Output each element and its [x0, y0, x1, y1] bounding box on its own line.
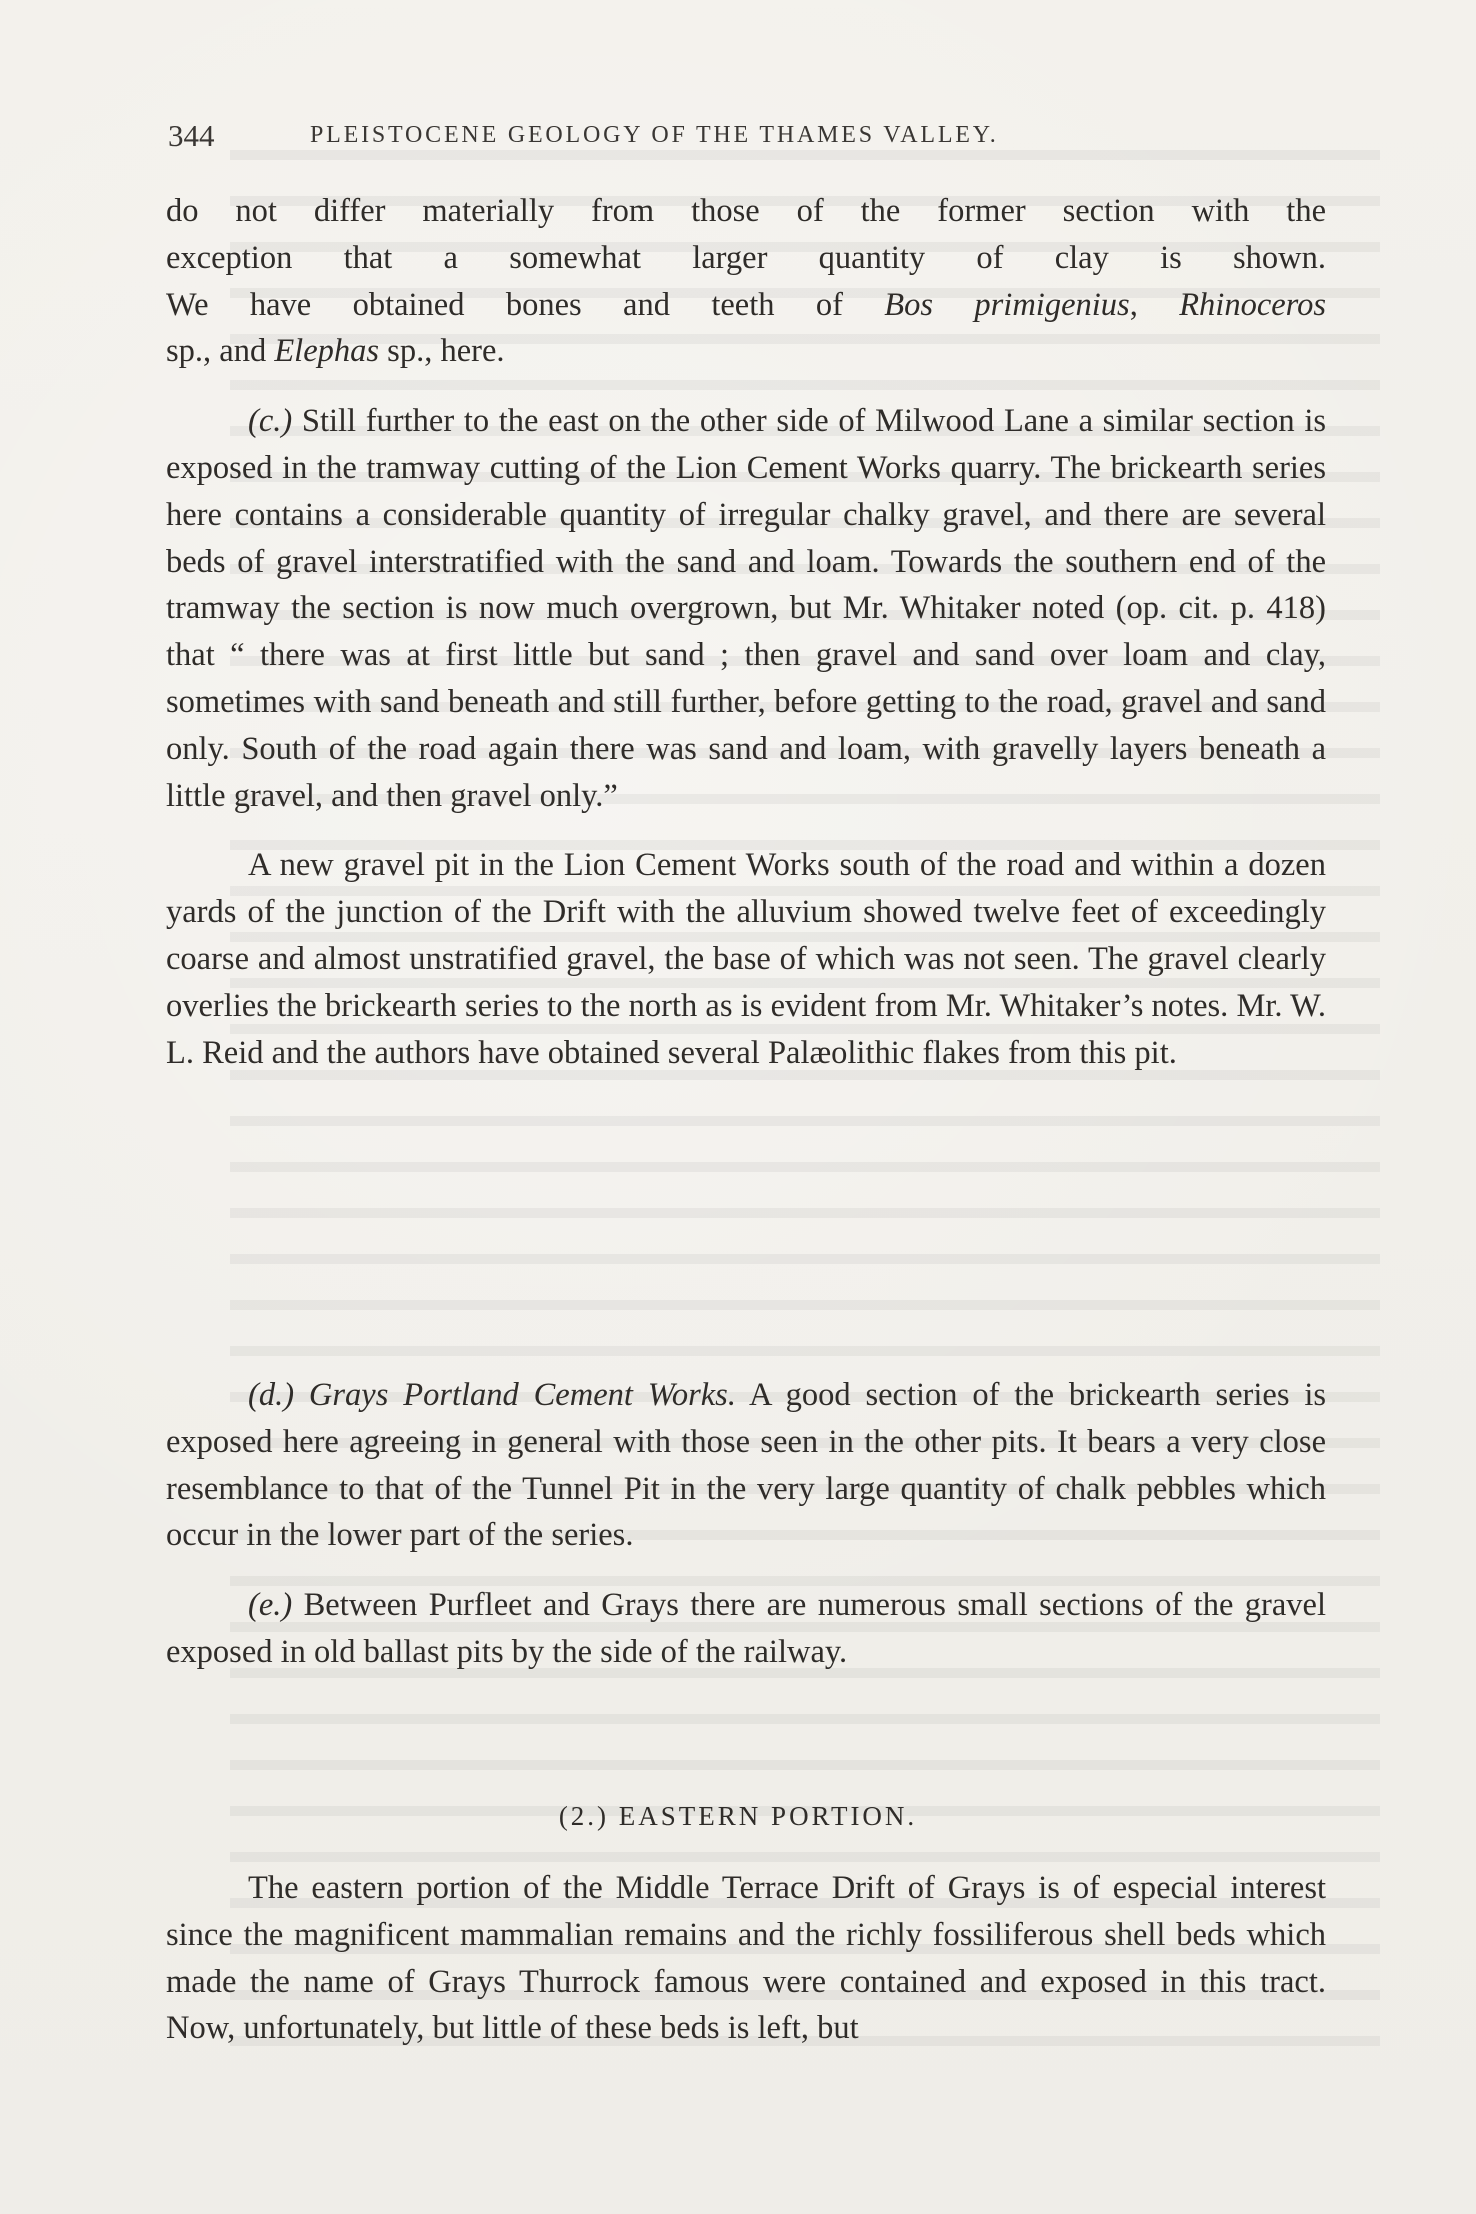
paragraph-d: [166, 1372, 1326, 1559]
section-number: (2.): [558, 1801, 610, 1831]
paragraph-1-line-4-suffix: sp., here.: [379, 333, 505, 370]
paragraph-d-text: A good section of the brickearth series is exposed here agreeing in general with those seen in the other pits. It bears a very close resemblance to that of the Tunnel Pit in the very large quantity of chalk pebbles which occur in the lower part of the series.: [166, 1377, 1327, 1554]
final-paragraph: [166, 1865, 1326, 2052]
paragraph-c-label: (c.): [248, 403, 293, 440]
paragraph-c: [166, 398, 1326, 819]
paragraph-continuation: [166, 188, 1326, 375]
paragraph-lion-cement-works-text: A new gravel pit in the Lion Cement Works south of the road and within a dozen yards of the junction of the Drift with the alluvium showed twelve feet of exceedingly coarse and almost unstratified gravel, the base of which was not seen. The gravel clearly overlies the brickearth series to the north as is evident from Mr. Whitaker’s notes. Mr. W. L. Reid and the authors have obtained several Palæolithic flakes from this pit.: [166, 847, 1326, 1071]
paragraph-1-line-3-separator: ,: [1129, 286, 1180, 323]
section-title: EASTERN PORTION.: [618, 1801, 918, 1831]
running-title: PLEISTOCENE GEOLOGY OF THE THAMES VALLEY.: [310, 122, 999, 148]
page-number: 344: [168, 118, 215, 153]
species-elephas: Elephas: [274, 333, 380, 370]
paragraph-1-line-2: exception that a somewhat larger quantity of clay is shown.: [166, 239, 1326, 276]
species-bos-primigenius: Bos primigenius: [884, 286, 1130, 323]
final-paragraph-text: The eastern portion of the Middle Terrace Drift of Grays is of especial interest since the magnificent mammalian remains and the richly fossiliferous shell beds which made the name of Grays Thurrock famous were contained and exposed in this tract. Now, unfortunately, but little of these beds is left, but: [166, 1870, 1326, 2047]
paragraph-e-text: Between Purfleet and Grays there are numerous small sections of the gravel exposed in old ballast pits by the side of the railway.: [166, 1587, 1326, 1670]
species-rhinoceros: Rhinoceros: [1179, 286, 1327, 323]
page-header: [168, 118, 1184, 158]
paragraph-1-line-3: [166, 282, 1326, 329]
paragraph-lion-cement-works: [166, 842, 1326, 1076]
paragraph-1-line-4: [166, 328, 1326, 375]
paragraph-d-label: (d.): [248, 1377, 295, 1413]
paragraph-e: [166, 1582, 1326, 1676]
paragraph-d-title: Grays Portland Cement Works.: [308, 1377, 736, 1413]
body-text-block-3: [166, 1865, 1326, 2075]
section-heading: [0, 1801, 1476, 1832]
body-text-block-2: [166, 1372, 1326, 1699]
paragraph-1-line-3-text: We have obtained bones and teeth of: [166, 286, 885, 323]
paragraph-1-line-1: do not differ materially from those of the former section with the: [166, 193, 1326, 229]
body-text-block-1: [166, 188, 1326, 1099]
paragraph-e-label: (e.): [248, 1587, 293, 1624]
paragraph-c-text: Still further to the east on the other side of Milwood Lane a similar section is exposed in the tramway cutting of the Lion Cement Works quarry. The brickearth series here contains a considerable quantity of irregular chalky gravel, and there are several beds of gravel interstratified with the sand and loam. Towards the southern end of the tramway the section is now much overgrown, but Mr. Whitaker noted (op. cit. p. 418) that “ there was at first little but sand ; then gravel and sand over loam and clay, sometimes with sand beneath and still further, before getting to the road, gravel and sand only. South of the road again there was sand and loam, with gravelly layers beneath a little gravel, and then gravel only.”: [166, 403, 1326, 814]
paragraph-1-line-4-prefix: sp., and: [166, 333, 275, 370]
